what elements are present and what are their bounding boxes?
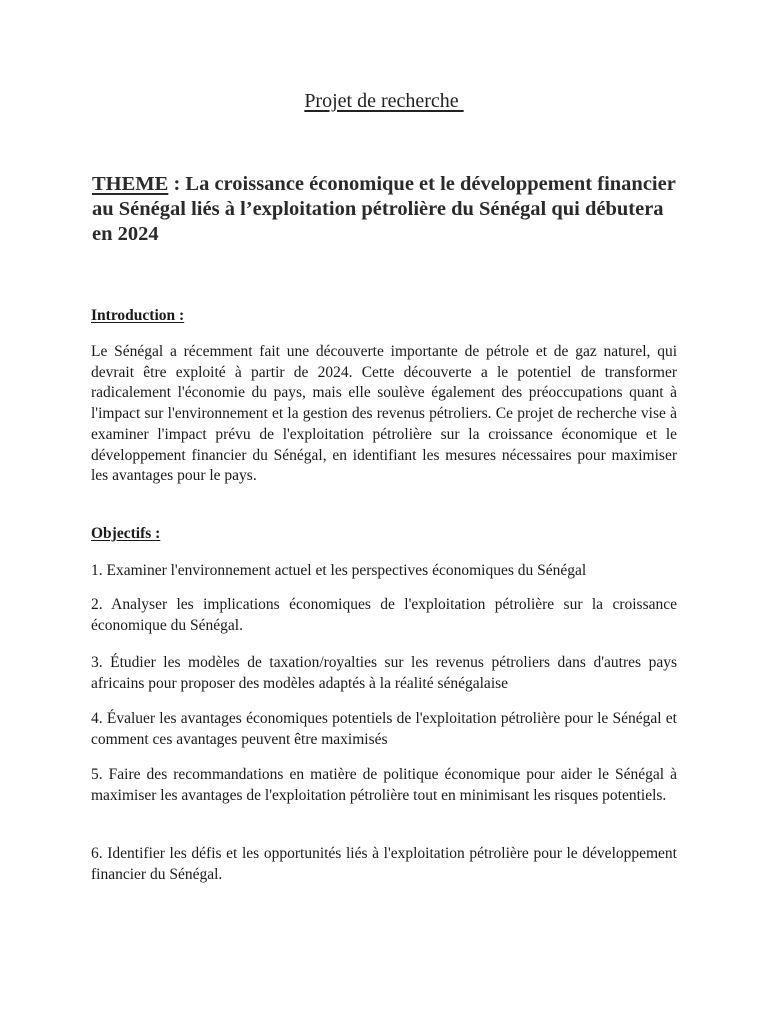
theme-label: THEME — [92, 173, 169, 195]
introduction-paragraph: Le Sénégal a récemment fait une découverte importante de pétrole et de gaz naturel, qui devrait être exploité à partir de 2024. Cette découverte a le potentiel de transformer radicalement l'économie du pays, mais elle soulève également des préoccupations quant à l'impact sur l'environnement et la gestion des revenus pétroliers. Ce projet de recherche vise à examiner l'impact prévu de l'exploitation pétrolière sur la croissance économique et le développement financier du Sénégal, en identifiant les mesures nécessaires pour maximiser les avantages pour le pays. — [91, 343, 677, 485]
objective-item-4: 4. Évaluer les avantages économiques potentiels de l'exploitation pétrolière pour le Sénégal et comment ces avantages peuvent être maximisés — [91, 710, 677, 748]
objectives-heading: Objectifs : — [91, 525, 161, 542]
theme-separator: : — [168, 173, 186, 195]
theme-block — [92, 172, 682, 247]
document-title: Projet de recherche — [304, 90, 464, 112]
introduction-heading: Introduction : — [91, 307, 185, 324]
objective-item-1: 1. Examiner l'environnement actuel et les perspectives économiques du Sénégal — [91, 562, 587, 579]
theme-text: La croissance économique et le développement financier au Sénégal liés à l’exploitation pétrolière du Sénégal qui débutera en 2024 — [92, 173, 676, 245]
objective-item-5: 5. Faire des recommandations en matière de politique économique pour aider le Sénégal à maximiser les avantages de l'exploitation pétrolière tout en minimisant les risques potentiels. — [91, 766, 677, 804]
objective-item-6: 6. Identifier les défis et les opportunités liés à l'exploitation pétrolière pour le développement financier du Sénégal. — [91, 845, 677, 883]
objective-item-3: 3. Étudier les modèles de taxation/royalties sur les revenus pétroliers dans d'autres pays africains pour proposer des modèles adaptés à la réalité sénégalaise — [91, 654, 677, 692]
objective-item-2: 2. Analyser les implications économiques de l'exploitation pétrolière sur la croissance économique du Sénégal. — [91, 596, 677, 634]
